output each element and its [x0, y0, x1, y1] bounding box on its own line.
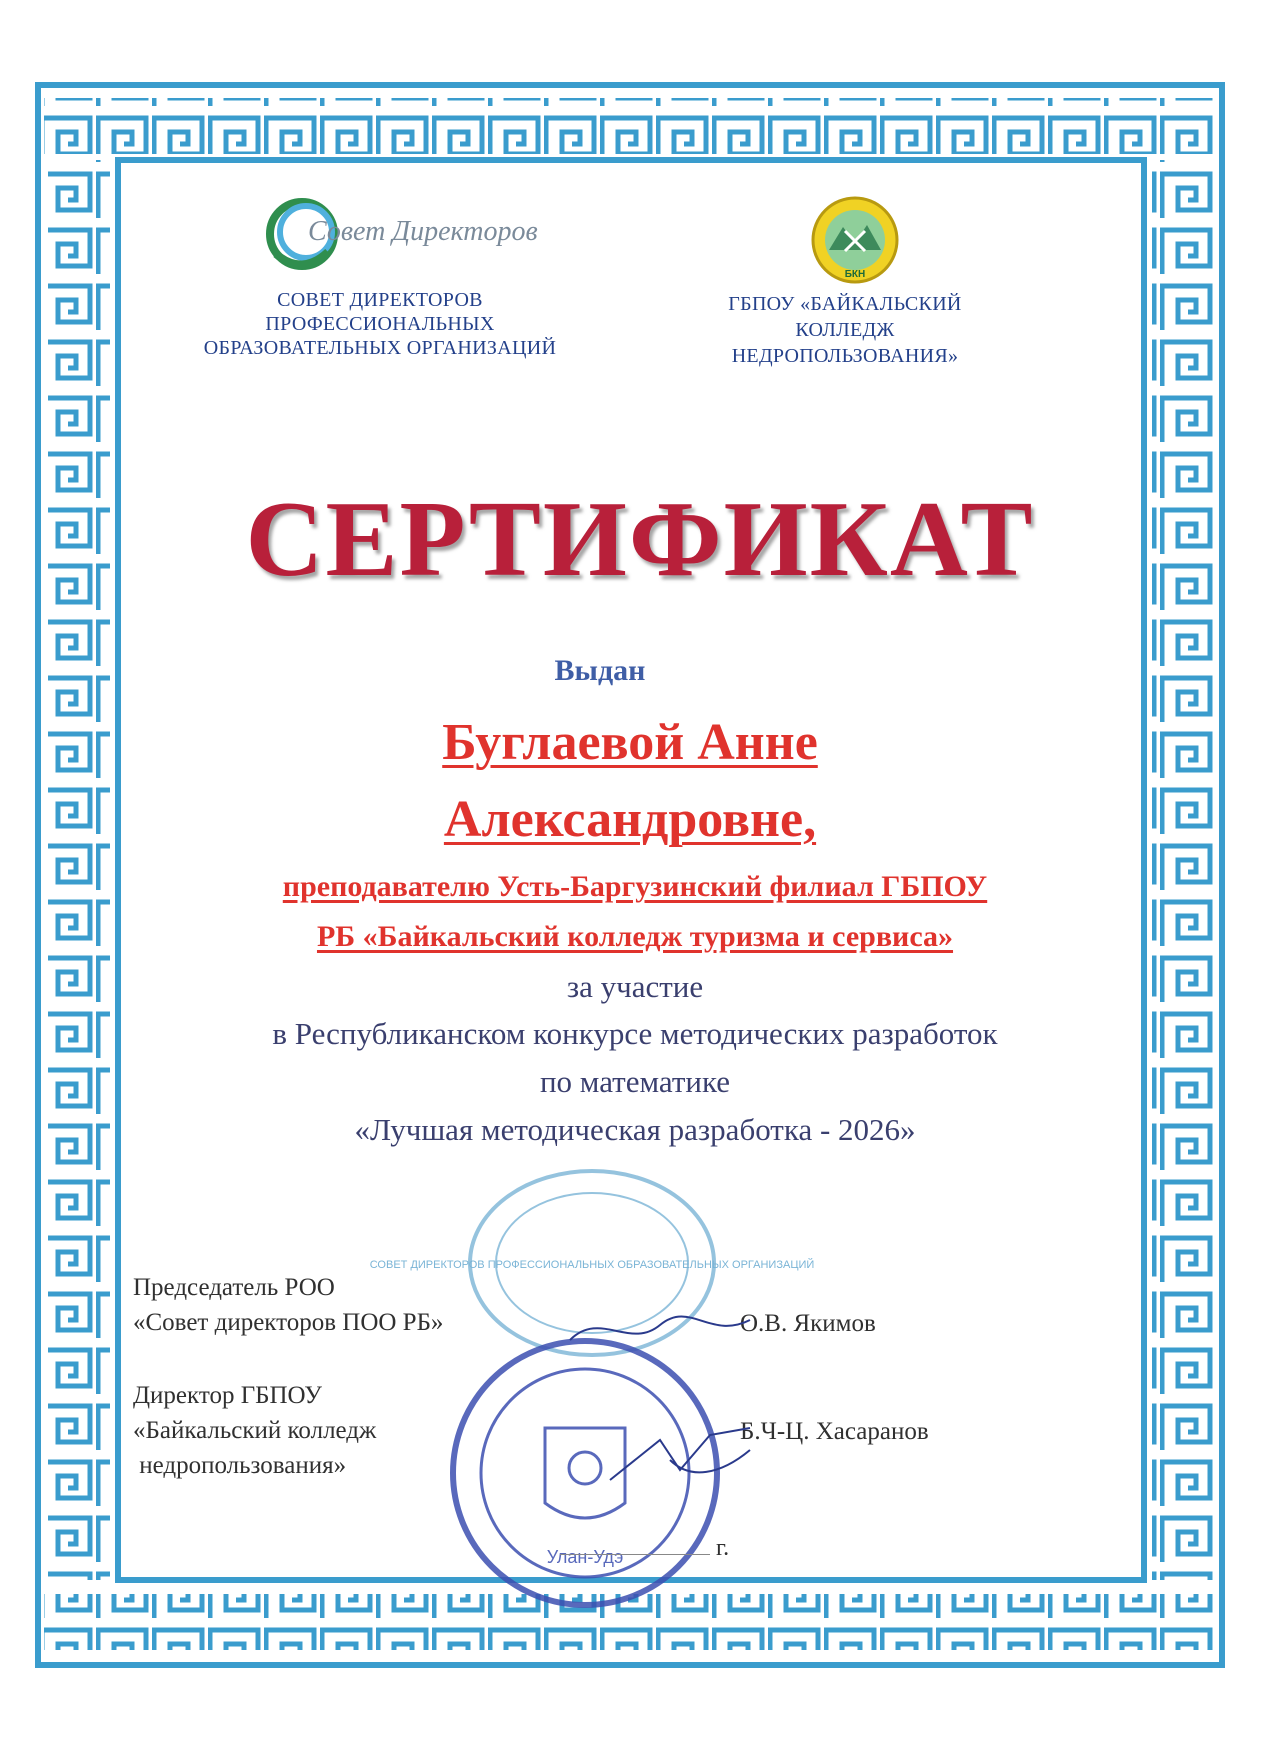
certificate-title: СЕРТИФИКАТ — [245, 480, 1035, 599]
director-signature — [600, 1420, 760, 1500]
director-title-line2: «Байкальский колледж — [133, 1417, 377, 1444]
director-title-line3: недропользования» — [133, 1452, 347, 1479]
chairman-title-line2: «Совет директоров ПОО РБ» — [133, 1309, 444, 1336]
issued-label: Выдан — [554, 654, 646, 687]
org-left-line: СОВЕТ ДИРЕКТОРОВ — [277, 289, 483, 311]
sovet-direktorov-logo — [258, 192, 538, 282]
recipient-name-line1: Буглаевой Анне — [442, 714, 818, 771]
chairman-name: О.В. Якимов — [740, 1310, 876, 1337]
director-title-line1: Директор ГБПОУ — [133, 1382, 322, 1409]
body-text-line2: в Республиканском конкурсе методических разработок — [272, 1016, 998, 1051]
org-left-name — [150, 288, 610, 360]
signature-block-chairman — [133, 1270, 443, 1340]
date-blank — [560, 1554, 710, 1555]
issue-date — [560, 1535, 729, 1562]
college-stamp-text: Улан-Удэ — [546, 1547, 624, 1567]
recipient-position-line2: РБ «Байкальский колледж туризма и сервиса» — [316, 920, 954, 953]
date-suffix: г. — [716, 1535, 730, 1561]
org-right-name — [680, 291, 1010, 369]
director-name: Б.Ч-Ц. Хасаранов — [740, 1418, 929, 1445]
org-right-line: ГБПОУ «БАЙКАЛЬСКИЙ — [728, 293, 962, 315]
body-text-line4: «Лучшая методическая разработка - 2026» — [354, 1112, 916, 1147]
chairman-signature — [560, 1300, 760, 1360]
org-left-line: ПРОФЕССИОНАЛЬНЫХ — [265, 313, 495, 335]
logo-abbrev: БКН — [844, 269, 866, 280]
chairman-title-line1: Председатель РОО — [133, 1274, 335, 1301]
bkn-college-logo — [805, 195, 905, 285]
recipient-position-line1: преподавателю Усть-Баргузинский филиал ГБПОУ — [282, 870, 988, 903]
org-right-line: КОЛЛЕДЖ — [795, 319, 895, 341]
signature-block-director — [133, 1378, 376, 1483]
org-left-line: ОБРАЗОВАТЕЛЬНЫХ ОРГАНИЗАЦИЙ — [203, 337, 557, 359]
logo-text: Совет Директоров — [308, 216, 538, 247]
body-text-line3: по математике — [539, 1064, 731, 1099]
council-stamp-text: СОВЕТ ДИРЕКТОРОВ ПРОФЕССИОНАЛЬНЫХ ОБРАЗОВАТЕЛЬНЫХ ОРГАНИЗАЦИЙ — [369, 1259, 815, 1271]
org-right-line: НЕДРОПОЛЬЗОВАНИЯ» — [731, 345, 959, 367]
recipient-name-line2: Александровне, — [443, 791, 817, 848]
body-text-line1: за участие — [566, 969, 704, 1004]
